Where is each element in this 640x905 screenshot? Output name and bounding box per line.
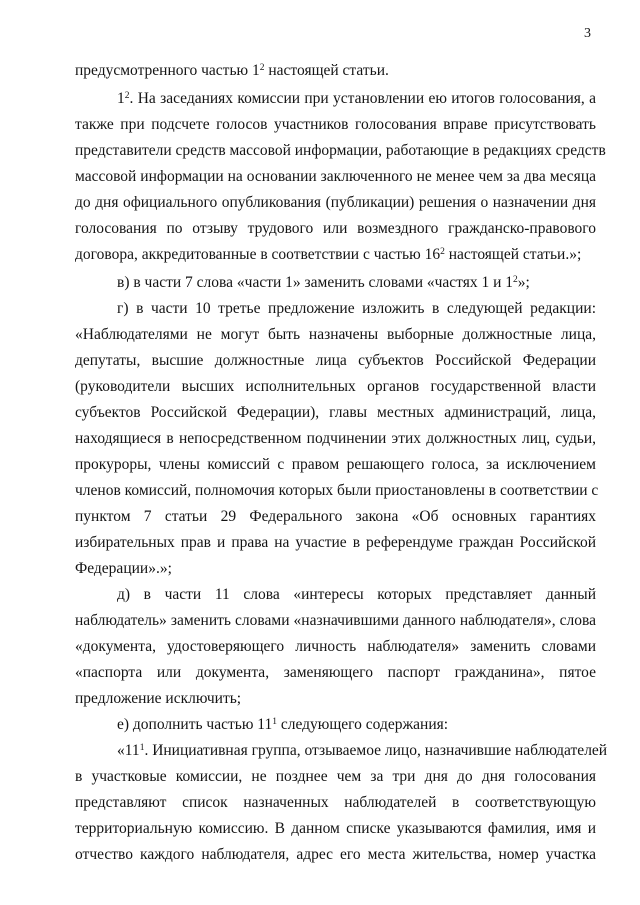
text-segment: «11 <box>117 742 140 759</box>
text-line <box>75 608 596 634</box>
text-segment: договора, аккредитованные в соответствии с частью 16 <box>75 246 441 263</box>
text-segment: Федерации».»; <box>75 560 172 577</box>
text-segment: предусмотренного частью 1 <box>75 62 260 79</box>
text-segment: представляют список назначенных наблюдателей в соответствующую <box>75 794 596 811</box>
text-line <box>75 112 596 138</box>
text-segment: настоящей статьи. <box>264 62 389 79</box>
text-line <box>75 764 596 790</box>
text-line <box>117 296 596 322</box>
text-line <box>75 478 599 504</box>
superscript: 2 <box>440 247 445 257</box>
text-segment: в) в части 7 слова «части 1» заменить словами «частях 1 и 1 <box>117 274 514 291</box>
text-line <box>75 348 596 374</box>
text-segment: г) в части 10 третье предложение изложить в следующей редакции: <box>117 300 596 317</box>
text-segment: находящиеся в непосредственном подчинении этих должностных лиц, судьи, <box>75 430 596 447</box>
text-segment: территориальную комиссию. В данном списке указываются фамилия, имя и <box>75 820 596 837</box>
text-line <box>75 426 596 452</box>
text-segment: субъектов Российской Федерации), главы местных администраций, лица, <box>75 404 596 421</box>
text-segment: »; <box>517 274 530 291</box>
text-line <box>75 504 596 530</box>
text-segment: «документа, удостоверяющего личность наблюдателя» заменить словами <box>75 638 596 655</box>
text-segment: также при подсчете голосов участников голосования вправе присутствовать <box>75 116 596 133</box>
text-line <box>75 400 596 426</box>
text-line <box>75 816 596 842</box>
text-segment: пунктом 7 статьи 29 Федерального закона «Об основных гарантиях <box>75 508 596 525</box>
text-line <box>75 452 596 478</box>
text-segment: следующего содержания: <box>276 716 449 733</box>
text-line <box>75 164 596 190</box>
superscript: 1 <box>139 743 145 753</box>
text-line <box>117 86 596 112</box>
text-segment: наблюдатель» заменить словами «назначившими данного наблюдателя», слова <box>75 612 596 629</box>
text-segment: прокуроры, члены комиссий с правом решающего голоса, за исключением <box>75 456 596 473</box>
text-line <box>75 138 606 164</box>
text-segment: до дня официального опубликования (публикации) решения о назначении дня <box>75 194 596 211</box>
text-line <box>117 738 608 764</box>
text-segment: предложение исключить; <box>75 690 242 707</box>
text-line <box>75 242 596 268</box>
text-line <box>75 660 596 686</box>
text-segment: голосования по отзыву трудового или возмездного гражданско-правового <box>75 220 596 237</box>
text-segment: отчество каждого наблюдателя, адрес его места жительства, номер участка <box>75 846 596 863</box>
text-segment: . На заседаниях комиссии при установлении ею итогов голосования, а <box>129 90 596 107</box>
text-line <box>75 322 596 348</box>
text-segment: д) в части 11 слова «интересы которых представляет данный <box>117 586 596 603</box>
text-line <box>75 216 596 242</box>
text-line <box>117 712 596 738</box>
text-segment: 1 <box>117 90 125 107</box>
text-line <box>75 686 596 712</box>
superscript: 1 <box>272 717 277 727</box>
text-segment: членов комиссий, полномочия которых были приостановлены в соответствии с <box>75 482 599 499</box>
superscript: 2 <box>259 63 265 73</box>
text-segment: избирательных прав и права на участие в референдуме граждан Российской <box>75 534 596 551</box>
text-line <box>75 842 596 868</box>
text-segment: депутаты, высшие должностные лица субъектов Российской Федерации <box>75 352 596 369</box>
text-segment: е) дополнить частью 11 <box>117 716 273 733</box>
text-segment: массовой информации на основании заключенного не менее чем за два месяца <box>75 168 596 185</box>
superscript: 2 <box>513 275 518 285</box>
text-segment: (руководители высших исполнительных органов государственной власти <box>75 378 596 395</box>
page-number: 3 <box>584 26 591 41</box>
text-line <box>75 634 596 660</box>
text-segment: представители средств массовой информации, работающие в редакциях средств <box>75 142 606 159</box>
text-line <box>75 190 596 216</box>
text-line <box>75 58 596 84</box>
superscript: 2 <box>124 91 130 101</box>
text-segment: . Инициативная группа, отзываемое лицо, назначившие наблюдателей <box>144 742 608 759</box>
text-line <box>117 582 596 608</box>
text-line <box>75 556 596 582</box>
text-line <box>75 530 596 556</box>
text-line <box>75 790 596 816</box>
text-segment: настоящей статьи.»; <box>444 246 582 263</box>
text-segment: в участковые комиссии, не позднее чем за три дня до дня голосования <box>75 768 596 785</box>
text-line <box>75 374 596 400</box>
text-segment: «паспорта или документа, заменяющего паспорт гражданина», пятое <box>75 664 596 681</box>
text-line <box>117 270 596 296</box>
text-segment: «Наблюдателями не могут быть назначены выборные должностные лица, <box>75 326 596 343</box>
